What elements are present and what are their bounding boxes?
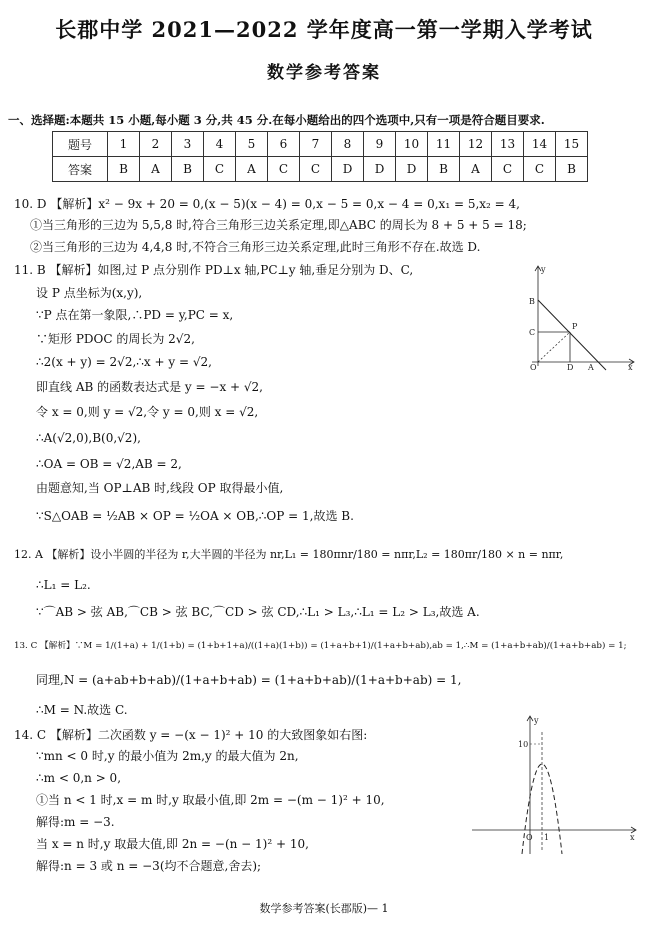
table-cell: C [268,157,300,182]
table-cell: 4 [204,132,236,157]
table-cell: D [332,157,364,182]
answer-table [52,131,588,182]
fig1-label: A [588,363,594,372]
fig1-label: B [529,297,535,306]
q11-line-8: ∴A(√2,0),B(0,√2), [36,431,141,445]
table-cell: A [140,157,172,182]
table-cell: 12 [460,132,492,157]
q11-line-5: ∴2(x + y) = 2√2,∴x + y = √2, [36,355,212,369]
q13-line-2: 同理,N = (a+ab+b+ab)/(1+a+b+ab) = (1+a+b+ab)/(1+a+b+ab) = 1, [36,673,462,687]
page-subtitle: 数学参考答案 [267,63,381,83]
table-cell: 8 [332,132,364,157]
q11-line-9: ∴OA = OB = √2,AB = 2, [36,457,182,471]
q11-line-11: ∵S△OAB = ½AB × OP = ½OA × OB,∴OP = 1,故选 B. [36,509,354,523]
q11-line-3: ∵P 点在第一象限,∴PD = y,PC = x, [36,308,234,322]
q14-line-7: 解得:n = 3 或 n = −3(均不合题意,舍去); [36,859,262,873]
table-header-cell: 题号 [53,132,108,157]
segment-op [538,332,570,362]
table-row [53,157,588,182]
table-cell: C [492,157,524,182]
fig1-label: O [530,363,537,372]
figure-q14 [470,712,640,860]
q14-line-2: ∵mn < 0 时,y 的最小值为 2m,y 的最大值为 2n, [36,749,299,763]
fig1-label: y [541,265,546,274]
section-heading: 一、选择题:本题共 15 小题,每小题 3 分,共 45 分.在每小题给出的四个选项中,只有一项是符合题目要求. [8,113,545,127]
q11-line-10: 由题意知,当 OP⊥AB 时,线段 OP 取得最小值, [36,481,284,495]
table-cell: 5 [236,132,268,157]
q10-line-2: ①当三角形的三边为 5,5,8 时,符合三角形三边关系定理,即△ABC 的周长为 8 + 5 + 5 = 18; [30,218,527,232]
q11-line-2: 设 P 点坐标为(x,y), [36,286,143,300]
table-cell: 13 [492,132,524,157]
table-cell: 9 [364,132,396,157]
table-header-cell: 答案 [53,157,108,182]
table-cell: 2 [140,132,172,157]
table-cell: C [524,157,556,182]
page-footer: 数学参考答案(长郡版)— 1 [259,902,389,915]
table-cell: B [556,157,588,182]
q10-line-3: ②当三角形的三边为 4,4,8 时,不符合三角形三边关系定理,此时三角形不存在.故选 D. [30,240,481,254]
fig2-label: y [534,716,539,725]
q11-line-1: 11. B 【解析】如图,过 P 点分别作 PD⊥x 轴,PC⊥y 轴,垂足分别为 D、C, [14,263,414,277]
q14-line-3: ∴m < 0,n > 0, [36,771,122,785]
q13-line-1: 13. C 【解析】∵M = 1/(1+a) + 1/(1+b) = (1+b+1+a)/((1+a)(1+b)) = (1+a+b+1)/(1+a+b+ab),ab = 1,∴M = (1+a+b+ab)/(1+a+b+ab) = 1; [14,641,627,651]
q11-line-7: 令 x = 0,则 y = √2,令 y = 0,则 x = √2, [36,405,259,419]
q14-line-1: 14. C 【解析】二次函数 y = −(x − 1)² + 10 的大致图象如右图: [14,728,368,742]
fig2-label: 1 [544,833,550,842]
table-cell: 3 [172,132,204,157]
figure-q11 [524,262,639,374]
fig2-label: O [526,833,533,842]
table-cell: 6 [268,132,300,157]
table-cell: 15 [556,132,588,157]
fig1-label: D [567,363,574,372]
q14-line-4: ①当 n < 1 时,x = m 时,y 取最小值,即 2m = −(m − 1)² + 10, [36,793,385,807]
q12-line-3: ∵⌒AB > 弦 AB,⌒CB > 弦 BC,⌒CD > 弦 CD,∴L₁ > L₃,∴L₁ = L₂ > L₃,故选 A. [36,605,480,619]
q14-line-6: 当 x = n 时,y 取最大值,即 2n = −(n − 1)² + 10, [36,837,309,851]
table-cell: 14 [524,132,556,157]
table-cell: 11 [428,132,460,157]
table-cell: D [364,157,396,182]
table-cell: 7 [300,132,332,157]
fig1-label: P [572,322,578,331]
fig1-label: C [529,328,536,337]
table-cell: 10 [396,132,428,157]
table-cell: B [172,157,204,182]
q11-line-4: ∵矩形 PDOC 的周长为 2√2, [36,332,195,346]
table-cell: C [300,157,332,182]
table-cell: B [428,157,460,182]
fig2-label: 10 [518,740,529,749]
q13-line-3: ∴M = N.故选 C. [36,703,128,717]
table-row [53,132,588,157]
q12-line-1: 12. A 【解析】设小半圆的半径为 r,大半圆的半径为 nr,L₁ = 180πnr/180 = nπr,L₂ = 180πr/180 × n = nπr, [14,548,564,561]
q12-line-2: ∴L₁ = L₂. [36,578,91,592]
line-ab [538,300,606,370]
q14-line-5: 解得:m = −3. [36,815,115,829]
table-cell: A [460,157,492,182]
q10-line-1: 10. D 【解析】x² − 9x + 20 = 0,(x − 5)(x − 4) = 0,x − 5 = 0,x − 4 = 0,x₁ = 5,x₂ = 4, [14,197,520,211]
fig2-label: x [630,833,635,842]
table-cell: B [108,157,140,182]
q11-line-6: 即直线 AB 的函数表达式是 y = −x + √2, [36,380,263,394]
page-title: 长郡中学 2021—2022 学年度高一第一学期入学考试 [55,17,593,42]
table-cell: 1 [108,132,140,157]
table-cell: C [204,157,236,182]
fig1-label: x [628,363,633,372]
table-cell: A [236,157,268,182]
table-cell: D [396,157,428,182]
